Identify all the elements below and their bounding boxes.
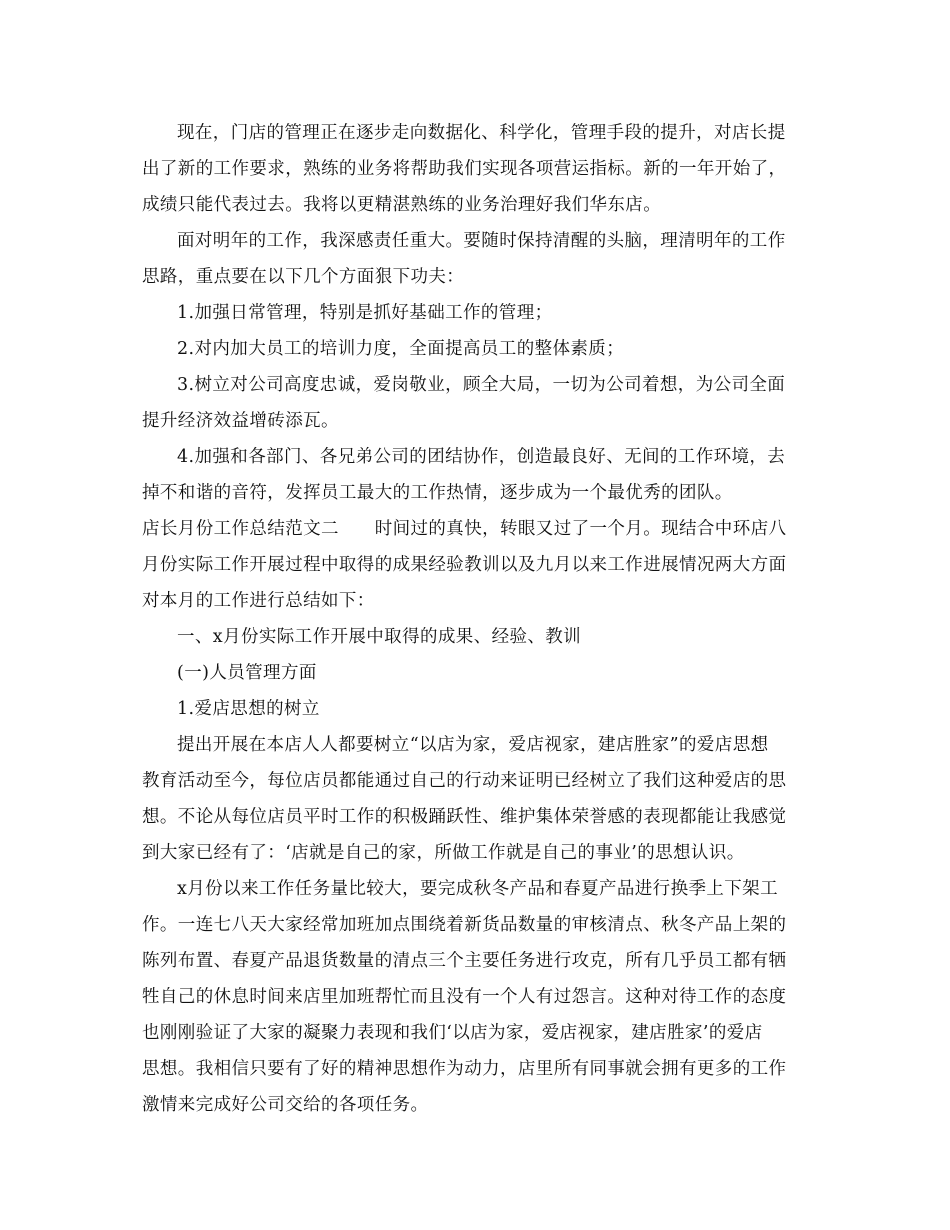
text-line: 掉不和谐的音符，发挥员工最大的工作热情，逐步成为一个最优秀的团队。 [142,483,733,503]
list-item: 2.对内加大员工的培训力度，全面提高员工的整体素质； [177,339,625,359]
text-line: 想。不论从每位店员平时工作的积极踊跃性、维护集体荣誉感的表现都能让我感觉 [142,807,787,827]
text-line: 成绩只能代表过去。我将以更精湛熟练的业务治理好我们华东店。 [142,195,662,215]
text-line: 提出开展在本店人人都要树立“以店为家，爱店视家，建店胜家”的爱店思想 [177,735,769,755]
list-item: 4.加强和各部门、各兄弟公司的团结协作，创造最良好、无间的工作环境，去 [177,447,786,467]
list-item: 1.加强日常管理，特别是抓好基础工作的管理； [177,303,553,323]
text-line: 牲自己的休息时间来店里加班帮忙而且没有一个人有过怨言。这种对待工作的态度 [142,987,787,1007]
text-line: 陈列布置、春夏产品退货数量的清点三个主要任务进行攻克，所有几乎员工都有牺 [142,951,787,971]
text-line: 思想。我相信只要有了好的精神思想作为动力，店里所有同事就会拥有更多的工作 [142,1059,787,1079]
text-line: 月份实际工作开展过程中取得的成果经验教训以及九月以来工作进展情况两大方面 [142,555,787,575]
text-line: x月份以来工作任务量比较大，要完成秋冬产品和春夏产品进行换季上下架工 [177,879,778,899]
subsection-heading: (一)人员管理方面 [177,663,317,683]
text-line: 激情来完成好公司交给的各项任务。 [142,1095,429,1115]
list-item: 3.树立对公司高度忠诚，爱岗敬业，顾全大局，一切为公司着想，为公司全面 [177,375,786,395]
text-line: 面对明年的工作，我深感责任重大。要随时保持清醒的头脑，理清明年的工作 [177,231,786,251]
text-line: 出了新的工作要求，熟练的业务将帮助我们实现各项营运指标。新的一年开始了， [142,159,787,179]
text-line: 到大家已经有了：‘店就是自己的家，所做工作就是自己的事业’的思想认识。 [142,843,745,863]
subsection-heading: 1.爱店思想的树立 [177,699,320,719]
text-line: 对本月的工作进行总结如下： [142,591,375,611]
text-line: 教育活动至今，每位店员都能通过自己的行动来证明已经树立了我们这种爱店的思 [142,771,787,791]
text-line: 也刚刚验证了大家的凝聚力表现和我们‘以店为家，爱店视家，建店胜家’的爱店 [142,1023,763,1043]
text-line: 作。一连七八天大家经常加班加点围绕着新货品数量的审核清点、秋冬产品上架的 [142,915,787,935]
section-heading: 一、x月份实际工作开展中取得的成果、经验、教训 [177,627,582,647]
text-line: 现在，门店的管理正在逐步走向数据化、科学化，管理手段的提升，对店长提 [177,123,786,143]
text-line: 提升经济效益增砖添瓦。 [142,411,339,431]
text-line: 思路，重点要在以下几个方面狠下功夫： [142,267,465,287]
section-title-line: 店长月份工作总结范文二 时间过的真快，转眼又过了一个月。现结合中环店八 [142,519,787,539]
